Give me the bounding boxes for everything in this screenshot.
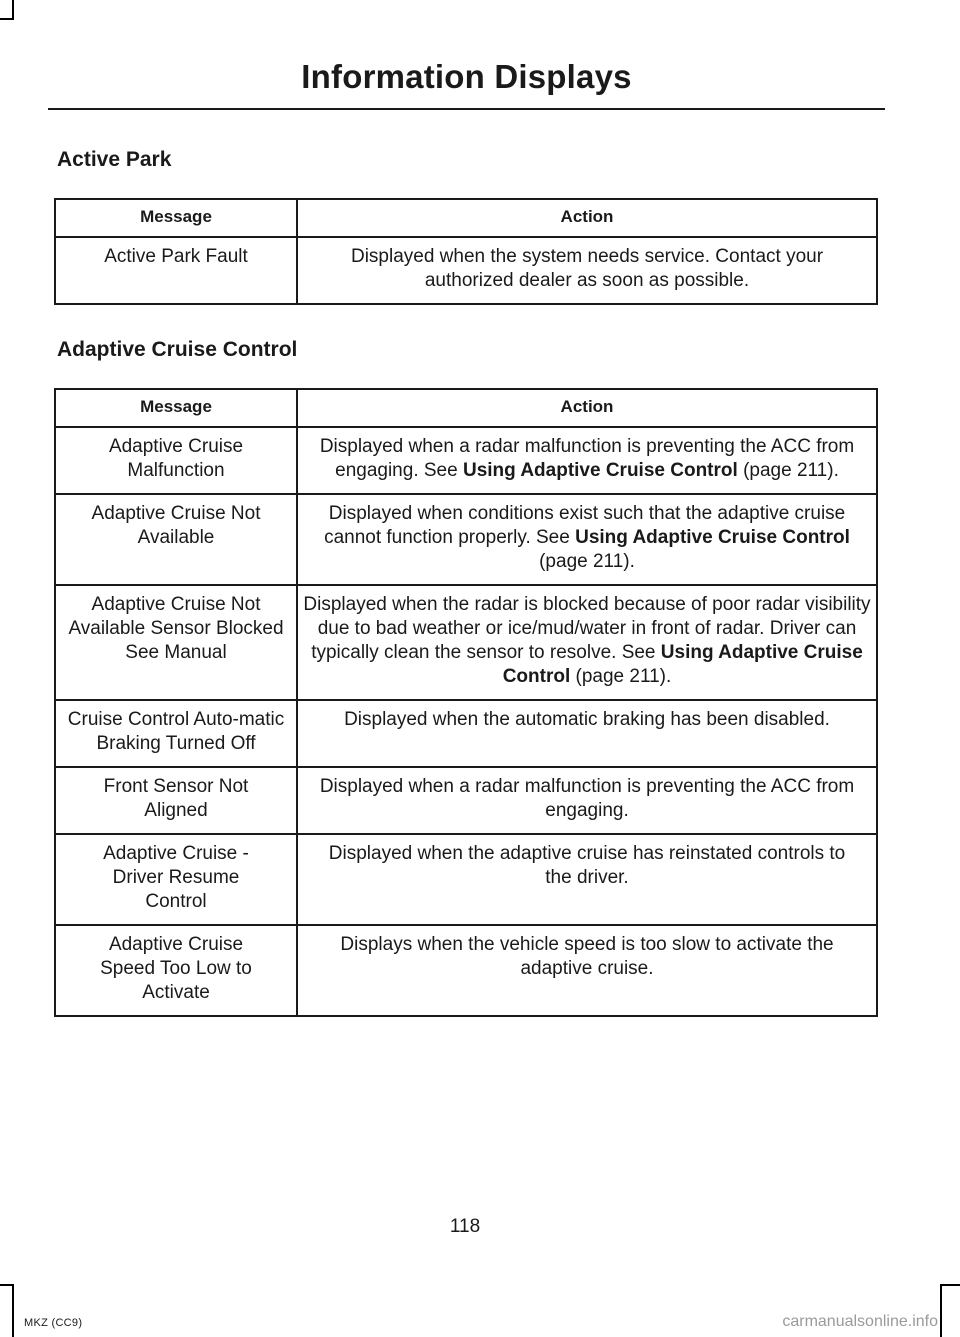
message-cell: Adaptive Cruise Not Available Sensor Blocked See Manual bbox=[55, 585, 297, 700]
action-cell: Displayed when the automatic braking has been disabled. bbox=[297, 700, 877, 767]
message-cell: Adaptive Cruise Not Available bbox=[55, 494, 297, 585]
page-reference: (page 211). bbox=[539, 551, 635, 572]
crop-mark-bottom-left-h bbox=[0, 1284, 14, 1286]
page-title: Information Displays bbox=[301, 58, 632, 95]
message-cell: Front Sensor Not Aligned bbox=[55, 767, 297, 834]
action-cell: Displays when the vehicle speed is too slow to activate the adaptive cruise. bbox=[297, 925, 877, 1016]
table-row bbox=[55, 767, 877, 834]
action-text: Displayed when conditions exist such that the adaptive cruise cannot function properly. See bbox=[324, 503, 846, 548]
crop-mark-bottom-left bbox=[12, 1284, 14, 1337]
column-header-action: Action bbox=[297, 199, 877, 237]
action-cell: Displayed when the system needs service. Contact your authorized dealer as soon as possible. bbox=[297, 237, 877, 304]
column-header-message: Message bbox=[55, 389, 297, 427]
message-cell: Adaptive Cruise Speed Too Low to Activate bbox=[55, 925, 297, 1016]
table-row bbox=[55, 427, 877, 494]
table-row bbox=[55, 585, 877, 700]
crop-mark-bottom-right-h bbox=[940, 1284, 960, 1286]
watermark: carmanualsonline.info bbox=[782, 1313, 938, 1330]
page-header bbox=[48, 52, 885, 110]
message-cell: Cruise Control Auto-matic Braking Turned Off bbox=[55, 700, 297, 767]
page-reference: (page 211). bbox=[570, 666, 672, 687]
message-cell: Active Park Fault bbox=[55, 237, 297, 304]
crop-mark-top-left bbox=[12, 0, 14, 18]
crop-mark-top-left-h bbox=[0, 18, 14, 20]
column-header-action: Action bbox=[297, 389, 877, 427]
table-row bbox=[55, 834, 877, 925]
cross-reference-link[interactable]: Using Adaptive Cruise Control bbox=[575, 527, 850, 548]
table-row bbox=[55, 925, 877, 1016]
page-number: 118 bbox=[449, 1216, 481, 1237]
section-title-active-park: Active Park bbox=[57, 148, 172, 171]
crop-mark-bottom-right bbox=[940, 1284, 942, 1337]
page-reference: (page 211). bbox=[737, 460, 839, 481]
action-cell bbox=[297, 427, 877, 494]
model-code: MKZ (CC9) bbox=[24, 1317, 83, 1329]
action-cell bbox=[297, 585, 877, 700]
adaptive-cruise-table bbox=[54, 388, 878, 1017]
action-cell: Displayed when a radar malfunction is preventing the ACC from engaging. bbox=[297, 767, 877, 834]
active-park-table bbox=[54, 198, 878, 305]
action-cell bbox=[297, 494, 877, 585]
table-row bbox=[55, 700, 877, 767]
section-title-adaptive-cruise-control: Adaptive Cruise Control bbox=[57, 338, 298, 361]
table-row bbox=[55, 494, 877, 585]
cross-reference-link[interactable]: Using Adaptive Cruise Control bbox=[462, 460, 738, 481]
cross-reference-link[interactable]: Using Adaptive Cruise Control bbox=[502, 642, 863, 687]
message-cell: Adaptive Cruise - Driver Resume Control bbox=[55, 834, 297, 925]
table-row bbox=[55, 237, 877, 304]
table-header-row bbox=[55, 199, 877, 237]
action-text: Displayed when the radar is blocked because of poor radar visibility due to bad weather or ice/mud/water in front of radar. Driver can typically clean the sensor to resolve. See bbox=[303, 594, 871, 663]
message-cell: Adaptive Cruise Malfunction bbox=[55, 427, 297, 494]
action-text: Displayed when a radar malfunction is preventing the ACC from engaging. See bbox=[319, 436, 855, 481]
column-header-message: Message bbox=[55, 199, 297, 237]
table-header-row bbox=[55, 389, 877, 427]
action-cell: Displayed when the adaptive cruise has reinstated controls to the driver. bbox=[297, 834, 877, 925]
